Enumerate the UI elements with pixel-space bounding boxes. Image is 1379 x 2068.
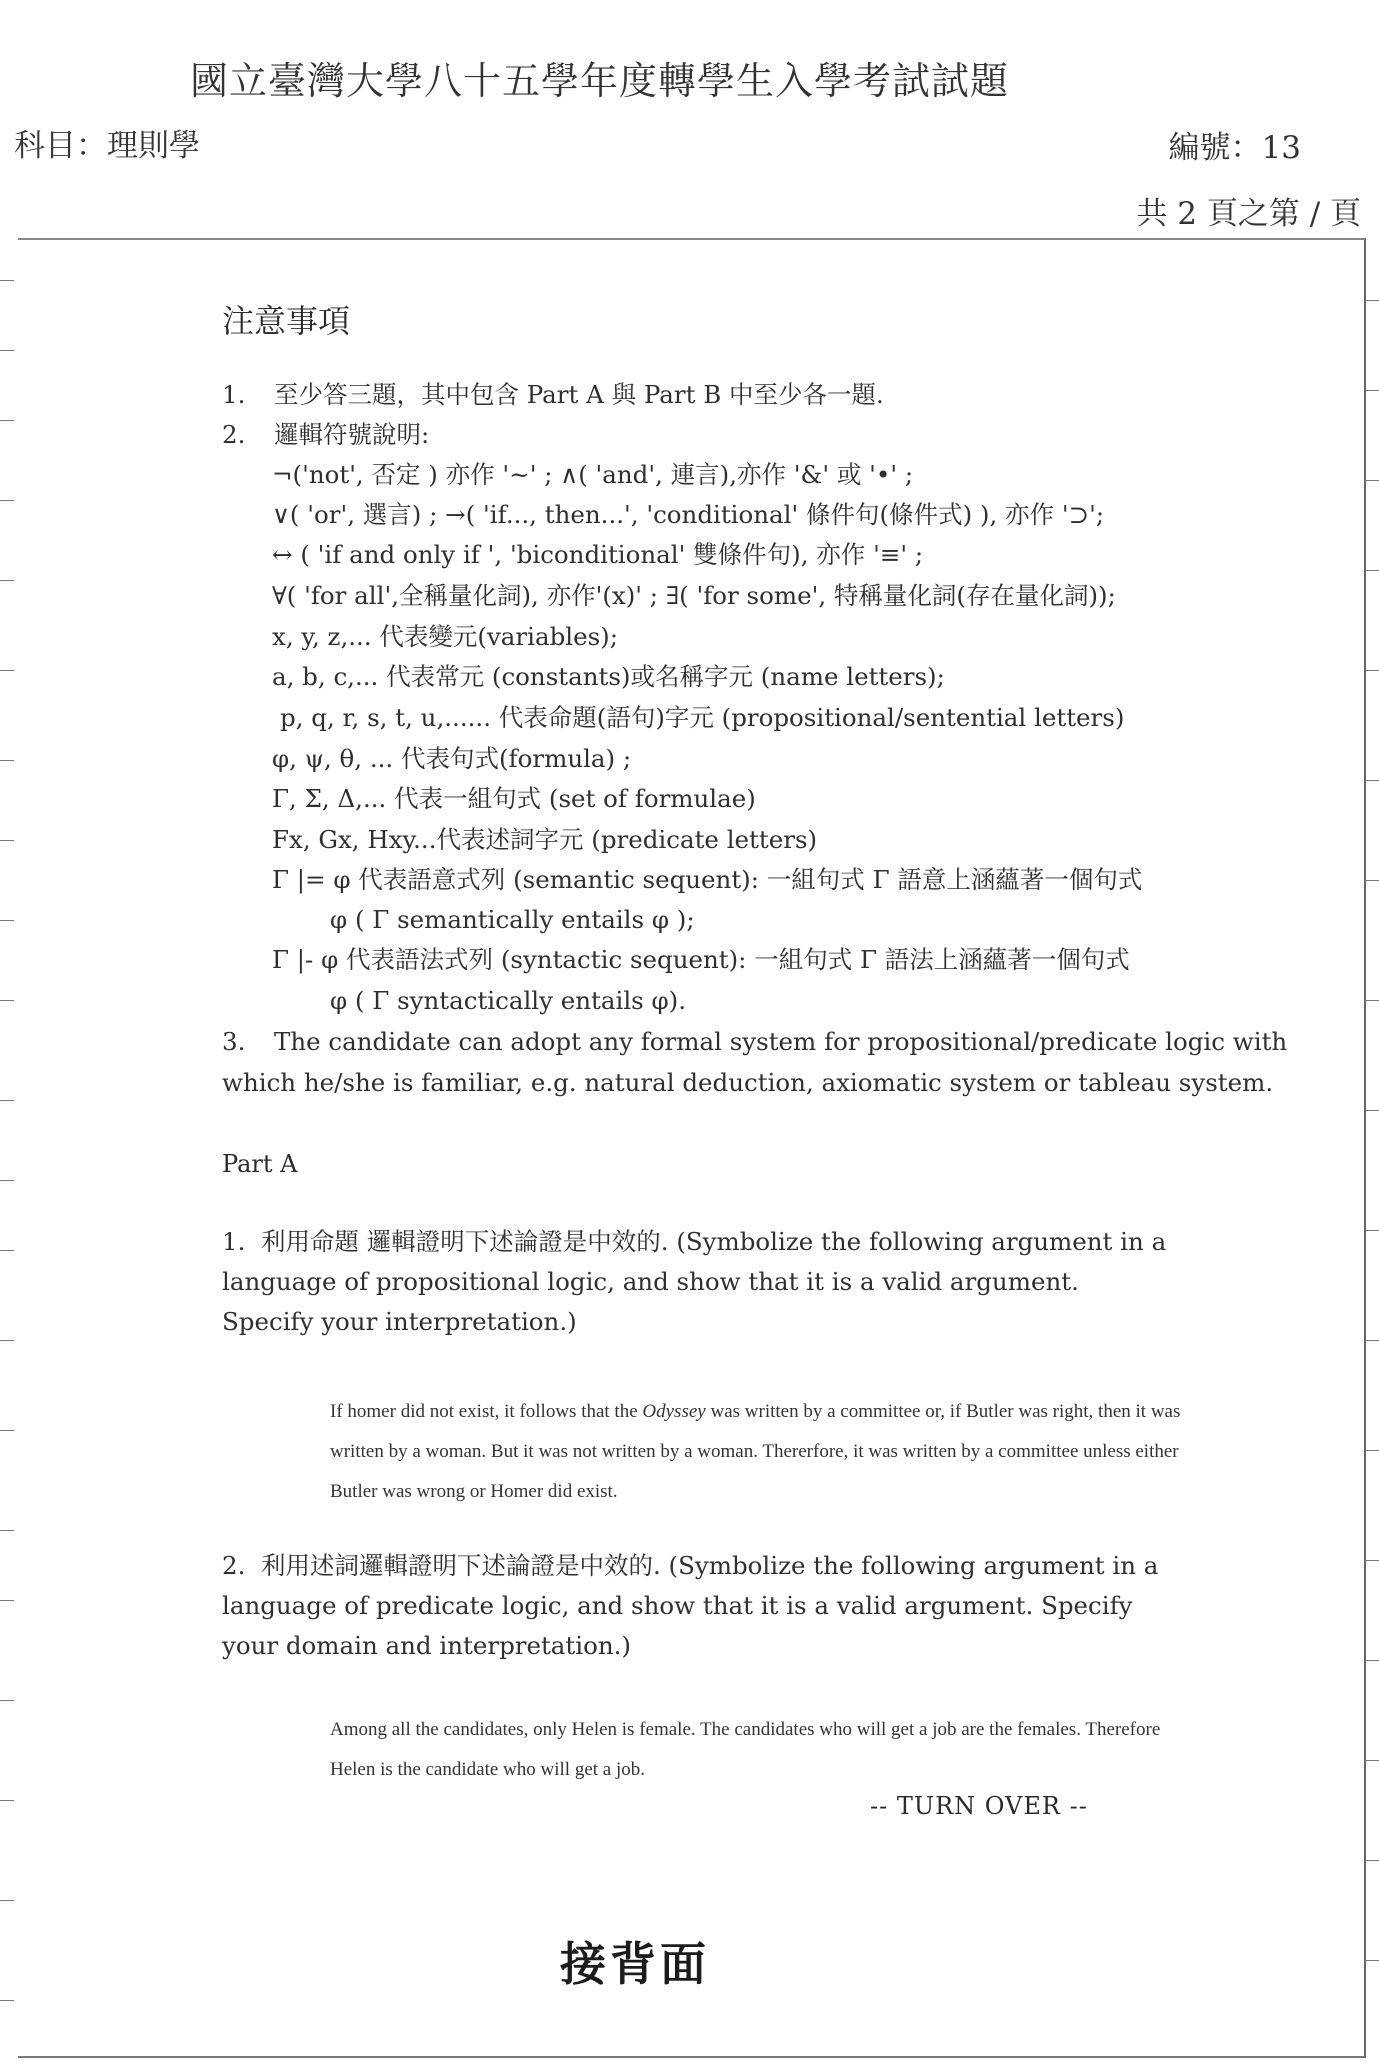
notice-item-3: [222, 1027, 1287, 1057]
question-number: 2.: [222, 1551, 246, 1580]
symbol-line: φ ( Γ syntactically entails φ).: [330, 986, 687, 1015]
argument-text: If homer did not exist, it follows that the: [330, 1401, 643, 1422]
continued-on-back-stamp: 接背面: [560, 1937, 710, 1991]
item-text: 邏輯符號說明:: [274, 420, 430, 449]
notice-item-2: [222, 420, 429, 450]
question-1: [222, 1222, 1172, 1342]
part-a-heading: Part A: [222, 1150, 298, 1178]
symbol-line: φ ( Γ semantically entails φ );: [330, 905, 695, 934]
argument-title-italic: Odyssey: [642, 1401, 706, 1422]
right-margin-ticks: [1365, 240, 1379, 2040]
symbol-line: Γ |= φ 代表語意式列 (semantic sequent): 一組句式 Γ 語意上涵蘊著一個句式: [272, 865, 1143, 894]
notice-item-1: [222, 380, 884, 410]
turn-over-note: -- TURN OVER --: [870, 1792, 1088, 1820]
item-number: 1.: [222, 380, 246, 409]
item-text: The candidate can adopt any formal system for propositional/predicate logic with: [274, 1027, 1288, 1056]
left-margin-ticks: [0, 240, 14, 2040]
symbol-line: ∨( 'or', 選言) ; →( 'if..., then...', 'conditional' 條件句(條件式) ), 亦作 '⊃';: [272, 500, 1105, 529]
item-number: 2.: [222, 420, 246, 449]
symbol-line: ∀( 'for all',全稱量化詞), 亦作'(x)' ; ∃( 'for some', 特稱量化詞(存在量化詞));: [272, 581, 1116, 610]
subject-label: 科目：理則學: [14, 128, 200, 164]
notice-heading: 注意事項: [222, 302, 351, 340]
question-2: [222, 1546, 1172, 1666]
question-text: 利用述詞邏輯證明下述論證是中效的. (Symbolize the following argument in a language of predicate logic, and show that it is a valid argument. Specify your domain and interpretation.): [222, 1551, 1159, 1660]
question-number: 1.: [222, 1227, 246, 1256]
exam-code: 編號：13: [1168, 130, 1301, 166]
symbol-line: ¬('not', 否定 ) 亦作 '~' ; ∧( 'and', 連言),亦作 '&' 或 '•' ;: [272, 460, 914, 489]
question-1-argument: [330, 1392, 1200, 1512]
item-text: 至少答三題，其中包含 Part A 與 Part B 中至少各一題.: [274, 380, 884, 409]
symbol-line: ↔ ( 'if and only if ', 'biconditional' 雙條件句), 亦作 '≡' ;: [272, 540, 924, 569]
page-counter: 共 2 頁之第 / 頁: [1136, 196, 1361, 232]
question-text: 利用命題 邏輯證明下述論證是中效的. (Symbolize the following argument in a language of propositional logic, and show that it is a valid argument. Specify your interpretation.): [222, 1227, 1167, 1336]
symbol-line: x, y, z,... 代表變元(variables);: [272, 622, 618, 651]
argument-text: was written by a committee or, if Butler was right, then it was written by a woman. But it was not written by a woman. Thererfore, it was written by a committee unless either Butler was wrong or Homer did exist.: [330, 1401, 1181, 1502]
symbol-line: a, b, c,... 代表常元 (constants)或名稱字元 (name letters);: [272, 662, 945, 691]
symbol-line: Fx, Gx, Hxy...代表述詞字元 (predicate letters): [272, 825, 818, 854]
exam-title: 國立臺灣大學八十五學年度轉學生入學考試試題: [190, 59, 1010, 103]
symbol-line: φ, ψ, θ, ... 代表句式(formula) ;: [272, 744, 632, 773]
item-number: 3.: [222, 1027, 246, 1056]
notice-item-3-cont: which he/she is familiar, e.g. natural deduction, axiomatic system or tableau system.: [222, 1068, 1274, 1097]
question-2-argument: Among all the candidates, only Helen is female. The candidates who will get a job are the females. Therefore Helen is the candidate who will get a job.: [330, 1719, 1161, 1780]
symbol-line: Γ, Σ, Δ,... 代表一組句式 (set of formulae): [272, 784, 756, 813]
symbol-line: p, q, r, s, t, u,...... 代表命題(語句)字元 (propositional/sentential letters): [280, 703, 1125, 732]
symbol-line: Γ |- φ 代表語法式列 (syntactic sequent): 一組句式 Γ 語法上涵蘊著一個句式: [272, 945, 1130, 974]
